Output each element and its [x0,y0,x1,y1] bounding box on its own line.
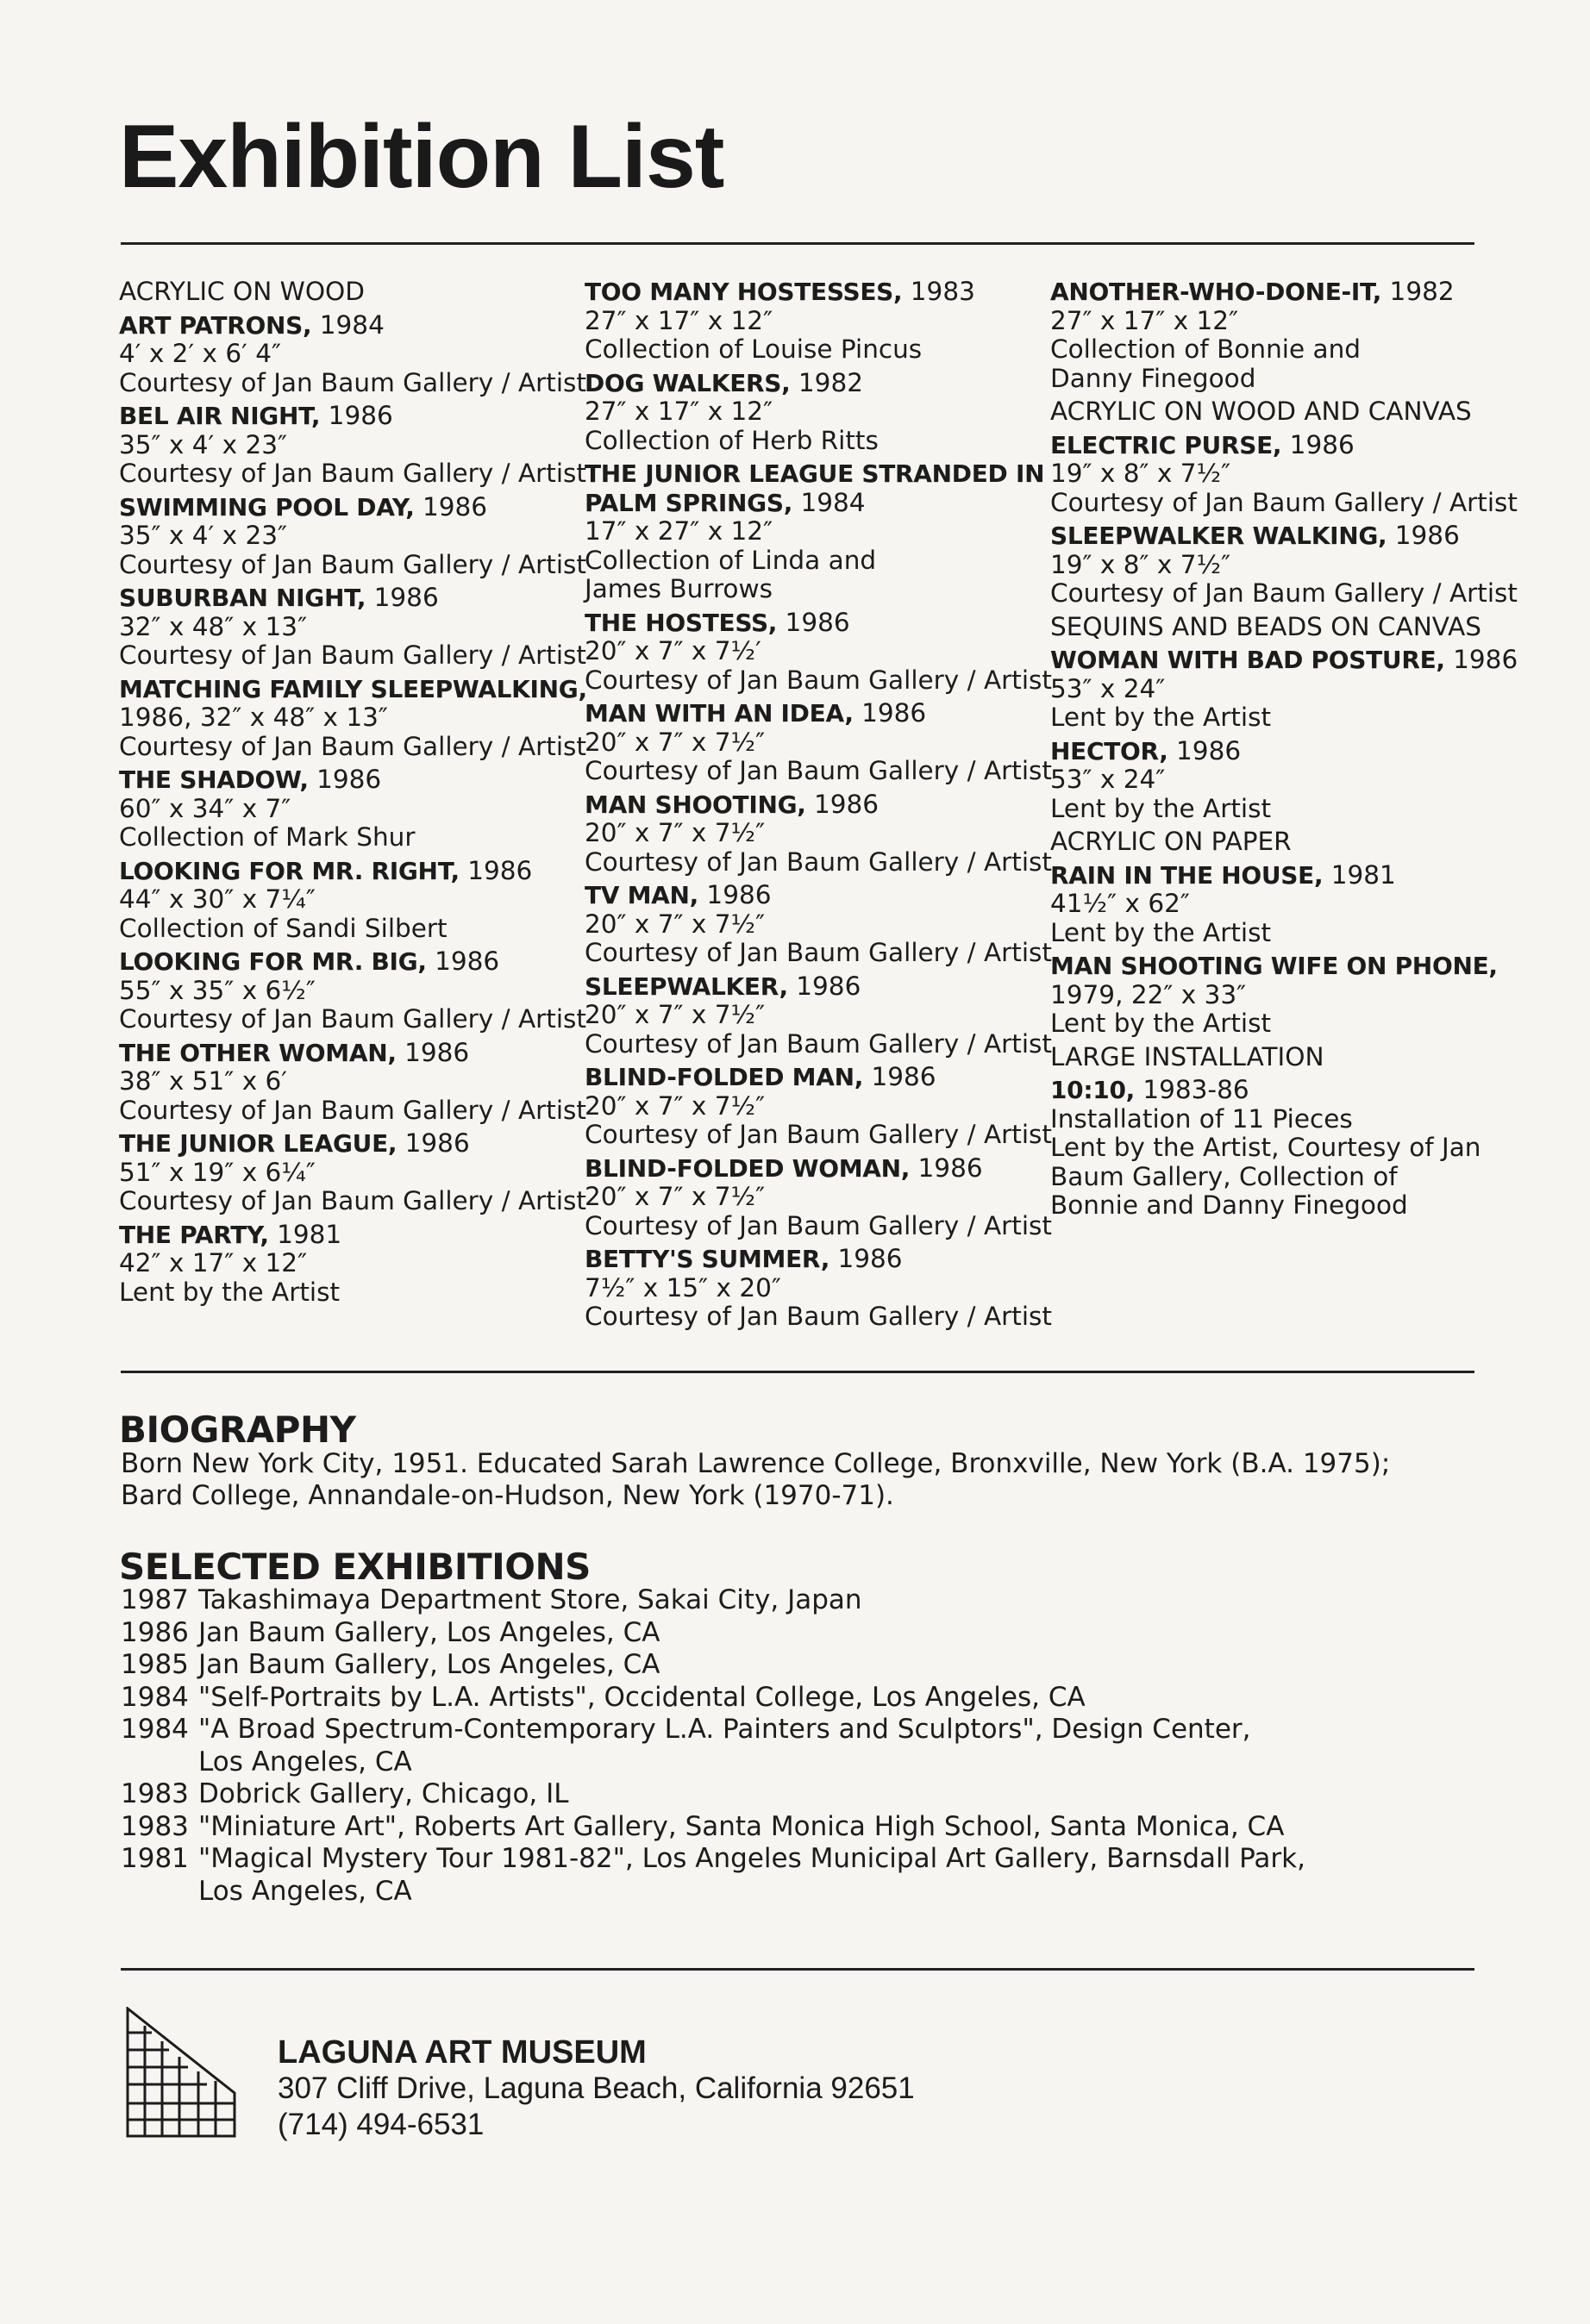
exhibition-line: Jan Baum Gallery, Los Angeles, CA [198,1649,660,1680]
artwork-title: THE PARTY, [119,1220,269,1249]
artwork-detail: 1979, 22″ x 33″ [1050,979,1247,1009]
exhibition-description [198,1778,1500,1811]
artwork-year: 1986 [813,789,880,819]
exhibition-year: 1987 [121,1584,189,1615]
exhibition-description [198,1843,1500,1908]
artwork-entry [119,765,567,853]
artwork-detail: Courtesy of Jan Baum Gallery / Artist [1050,487,1518,517]
artwork-year: 1986 [467,855,533,885]
medium-category [1050,828,1499,857]
artwork-detail: 32″ x 48″ x 13″ [119,611,308,641]
artwork-detail: 55″ x 35″ x 6½″ [119,975,316,1005]
artwork-title: SLEEPWALKER WALKING, [1050,522,1387,550]
artwork-title-line [119,1221,567,1250]
artwork-title-line [585,1154,1033,1184]
exhibition-year: 1981 [121,1843,189,1874]
artwork-title-line [585,459,1045,489]
artwork-entry [119,1221,567,1308]
artwork-year: 1986 [706,880,772,909]
exhibition-column-2 [585,277,1052,1336]
exhibition-line: Los Angeles, CA [198,1875,412,1907]
artwork-title: THE JUNIOR LEAGUE, [119,1129,398,1158]
artwork-year: 1983-86 [1142,1075,1249,1104]
artwork-year: 1981 [1330,859,1396,890]
exhibition-line: "Self-Portraits by L.A. Artists", Occidental College, Los Angeles, CA [198,1681,1086,1713]
artwork-title: MAN SHOOTING WIFE ON PHONE, [1050,952,1498,980]
artwork-detail: 20″ x 7″ x 7½′ [585,636,761,665]
artwork-entry [119,857,567,944]
artwork-detail: Courtesy of Jan Baum Gallery / Artist [585,847,1052,877]
artwork-title: SLEEPWALKER, [585,971,788,1001]
artwork-detail: Courtesy of Jan Baum Gallery / Artist [1050,578,1518,608]
museum-address: 307 Cliff Drive, Laguna Beach, California 92651 [278,2071,915,2105]
biography-line: Bard College, Annandale-on-Hudson, New York (1970-71). [121,1480,894,1511]
artwork-detail: 53″ x 24″ [1050,673,1166,703]
artwork-title: DOG WALKERS, [585,368,791,397]
artwork-detail: 20″ x 7″ x 7½″ [585,909,766,939]
artwork-detail: Courtesy of Jan Baum Gallery / Artist [119,731,586,761]
artwork-detail: Bonnie and Danny Finegood [1050,1190,1408,1220]
artwork-title-line [585,609,1033,638]
exhibition-description [198,1714,1500,1778]
artwork-detail: Courtesy of Jan Baum Gallery / Artist [585,1120,1052,1149]
artwork-title-line [585,972,1033,1002]
artwork-detail: Installation of 11 Pieces [1050,1103,1353,1134]
exhibition-line: "A Broad Spectrum-Contemporary L.A. Painters and Sculptors", Design Center, [198,1714,1251,1745]
artwork-title: SWIMMING POOL DAY, [119,492,415,522]
artwork-entry [585,971,1052,1059]
artwork-entry [585,369,1033,456]
exhibition-line: Jan Baum Gallery, Los Angeles, CA [198,1616,660,1648]
artwork-year: 1986 [837,1244,903,1273]
artwork-year: 1986 [785,607,850,637]
exhibition-description [198,1617,1500,1650]
artwork-year: 1986 [316,765,382,794]
artwork-entry [585,698,1052,786]
artwork-year: 1983 [910,277,975,306]
artwork-detail: 20″ x 7″ x 7½″ [585,1000,766,1029]
artwork-entry [119,1128,586,1216]
exhibition-year: 1984 [121,1714,189,1745]
exhibition-description [198,1811,1500,1844]
artwork-year: 1982 [1389,277,1455,306]
artwork-year: 1986 [861,698,927,728]
artwork-detail: Collection of Bonnie and [1050,334,1362,364]
artwork-title-line [1050,278,1499,307]
artwork-detail: Collection of Linda and [585,545,877,575]
exhibition-column-1 [119,277,587,1311]
museum-name: LAGUNA ART MUSEUM [278,2034,647,2071]
medium-category-label: ACRYLIC ON WOOD AND CANVAS [1050,397,1472,426]
artwork-entry [1050,1076,1499,1221]
artwork-title: HECTOR, [1050,736,1168,765]
artwork-entry [585,1244,1052,1332]
artwork-detail: 35″ x 4′ x 23″ [119,521,288,550]
page-title: Exhibition List [119,107,724,207]
artwork-title-line [119,1039,567,1068]
artwork-title-line [119,1129,567,1159]
exhibition-item [121,1843,1500,1908]
artwork-title-line [119,402,567,431]
artwork-title: TOO MANY HOSTESSES, [585,278,903,306]
artwork-detail: 4′ x 2′ x 6′ 4″ [119,339,281,368]
artwork-title-continued: PALM SPRINGS, [585,488,793,517]
artwork-entry [1050,429,1518,518]
divider-middle [121,1371,1474,1373]
artwork-title: THE SHADOW, [119,765,309,794]
artwork-entry [119,491,586,580]
artwork-year: 1981 [277,1219,342,1249]
biography-heading: BIOGRAPHY [119,1409,356,1451]
artwork-title-line [1050,952,1499,981]
medium-category-label: SEQUINS AND BEADS ON CANVAS [1050,611,1481,641]
artwork-detail: Courtesy of Jan Baum Gallery / Artist [119,549,586,579]
artwork-title-line [585,1245,1033,1274]
artwork-detail: 20″ x 7″ x 7½″ [585,1090,766,1121]
artwork-title: THE OTHER WOMAN, [119,1038,397,1067]
artwork-entry [119,401,586,489]
medium-category-label: LARGE INSTALLATION [1050,1041,1324,1071]
exhibition-column-3 [1050,277,1518,1225]
artwork-title: SUBURBAN NIGHT, [119,584,366,612]
exhibition-description [198,1682,1500,1715]
artwork-detail: Baum Gallery, Collection of [1050,1161,1398,1191]
artwork-title-line [1050,645,1518,675]
artwork-title-line [119,857,567,886]
artwork-title: ANOTHER-WHO-DONE-IT, [1050,278,1382,306]
artwork-entry [585,459,1045,604]
artwork-entry [1050,521,1518,609]
artwork-title-line [119,493,567,522]
artwork-detail: Courtesy of Jan Baum Gallery / Artist [119,1004,586,1034]
exhibition-line: "Magical Mystery Tour 1981-82", Los Angeles Municipal Art Gallery, Barnsdall Park, [198,1843,1305,1874]
artwork-detail: Lent by the Artist [1050,793,1272,823]
artwork-title-line [119,947,567,977]
artwork-title: ELECTRIC PURSE, [1050,430,1282,459]
artwork-year: 1986 [404,1037,470,1067]
artwork-title-line [119,765,567,795]
medium-category [119,278,567,307]
artwork-detail: 27″ x 17″ x 12″ [585,397,773,426]
artwork-detail: 41½″ x 62″ [1050,889,1190,918]
artwork-detail: Lent by the Artist, Courtesy of Jan [1050,1133,1481,1162]
artwork-title-line [119,674,587,704]
artwork-title-line [119,584,567,613]
artwork-title-line [1050,861,1499,890]
artwork-title: LOOKING FOR MR. RIGHT, [119,856,460,885]
exhibition-line: Dobrick Gallery, Chicago, IL [198,1778,569,1809]
artwork-entry [585,789,1052,878]
artwork-detail: Courtesy of Jan Baum Gallery / Artist [585,1028,1052,1059]
artwork-detail: 20″ x 7″ x 7½″ [585,818,766,847]
artwork-year: 1986 [373,583,439,612]
artwork-detail: 53″ x 24″ [1050,765,1166,794]
artwork-title: RAIN IN THE HOUSE, [1050,860,1324,890]
artwork-year: 1984 [800,487,866,517]
artwork-title: TV MAN, [585,881,699,909]
artwork-title: ART PATRONS, [119,310,312,340]
exhibition-line: "Miniature Art", Roberts Art Gallery, Santa Monica High School, Santa Monica, CA [198,1810,1285,1842]
artwork-title: MATCHING FAMILY SLEEPWALKING, [119,674,587,703]
divider-top [121,242,1474,245]
exhibition-item [121,1617,1500,1650]
artwork-title-line [119,311,567,340]
artwork-title-line [1050,431,1499,460]
exhibition-year: 1983 [121,1778,189,1809]
artwork-title: 10:10, [1050,1076,1135,1104]
artwork-detail: Courtesy of Jan Baum Gallery / Artist [585,756,1052,785]
artwork-year: 1986 [917,1153,983,1183]
artwork-year: 1986 [423,491,488,522]
exhibition-item [121,1682,1500,1715]
artwork-entry [585,278,1033,365]
artwork-entry [1050,737,1499,824]
artwork-title: THE JUNIOR LEAGUE STRANDED IN [585,459,1045,488]
exhibition-item [121,1649,1500,1682]
medium-category [1050,613,1499,642]
medium-category-label: ACRYLIC ON PAPER [1050,827,1292,856]
artwork-detail: Lent by the Artist [119,1277,341,1307]
artwork-title: MAN SHOOTING, [585,790,806,819]
artwork-detail: Lent by the Artist [1050,917,1272,947]
artwork-title-line [585,489,1033,518]
artwork-detail: James Burrows [585,574,773,603]
artwork-detail: 38″ x 51″ x 6′ [119,1066,288,1096]
medium-category [1050,1043,1499,1072]
artwork-detail: Courtesy of Jan Baum Gallery / Artist [585,1302,1052,1331]
artwork-entry [1050,952,1499,1039]
artwork-title-line [585,881,1033,910]
artwork-detail: 20″ x 7″ x 7½″ [585,727,766,757]
exhibition-item [121,1811,1500,1844]
artwork-detail: Courtesy of Jan Baum Gallery / Artist [585,938,1052,967]
artwork-entry [119,674,587,762]
artwork-year: 1986 [871,1062,936,1091]
artwork-year: 1986 [404,1128,470,1158]
exhibition-year: 1984 [121,1681,189,1713]
exhibition-item [121,1714,1500,1778]
exhibition-year: 1983 [121,1810,189,1842]
artwork-title: BLIND-FOLDED MAN, [585,1063,864,1091]
artwork-year: 1986 [1394,521,1460,550]
artwork-entry [1050,278,1499,393]
artwork-detail: Courtesy of Jan Baum Gallery / Artist [585,1210,1052,1240]
exhibition-line: Los Angeles, CA [198,1746,412,1777]
artwork-year: 1986 [1289,429,1355,459]
artwork-detail: Collection of Sandi Silbert [119,913,448,943]
artwork-entry [119,1037,586,1126]
artwork-detail: 51″ x 19″ x 6¼″ [119,1157,316,1187]
artwork-entry [585,607,1052,696]
artwork-detail: Collection of Herb Ritts [585,425,879,455]
artwork-detail: 7½″ x 15″ x 20″ [585,1272,781,1303]
artwork-title-line [585,1063,1033,1092]
artwork-title-line [1050,737,1499,766]
exhibitions-list [121,1584,1500,1908]
artwork-title: BEL AIR NIGHT, [119,402,321,430]
museum-info [278,2034,915,2143]
artwork-title: BLIND-FOLDED WOMAN, [585,1153,911,1183]
artwork-entry [119,946,586,1034]
exhibition-line: Takashimaya Department Store, Sakai City, Japan [198,1584,862,1615]
medium-category [1050,397,1499,427]
artwork-detail: 42″ x 17″ x 12″ [119,1248,308,1278]
exhibition-year: 1986 [121,1616,189,1648]
artwork-detail: Lent by the Artist [1050,703,1272,732]
artwork-detail: 35″ x 4′ x 23″ [119,429,288,459]
artwork-entry [119,309,586,398]
artwork-detail: 27″ x 17″ x 12″ [585,305,773,335]
museum-phone: (714) 494-6531 [278,2108,485,2141]
artwork-title: BETTY'S SUMMER, [585,1245,830,1273]
artwork-year: 1984 [319,309,385,340]
artwork-title-line [585,369,1033,398]
artwork-title-line [1050,522,1499,551]
artwork-year: 1982 [798,367,863,397]
artwork-detail: 1986, 32″ x 48″ x 13″ [119,703,388,732]
artwork-title: WOMAN WITH BAD POSTURE, [1050,646,1445,674]
artwork-detail: Collection of Louise Pincus [585,334,923,364]
artwork-entry [1050,645,1518,733]
artwork-detail: Danny Finegood [1050,363,1256,393]
artwork-year: 1986 [435,946,500,976]
exhibition-item [121,1584,1500,1617]
artwork-detail: Courtesy of Jan Baum Gallery / Artist [119,367,586,397]
artwork-detail: Courtesy of Jan Baum Gallery / Artist [119,1095,586,1125]
exhibition-year: 1985 [121,1649,189,1680]
artwork-title: MAN WITH AN IDEA, [585,699,854,728]
artwork-detail: 17″ x 27″ x 12″ [585,516,773,546]
artwork-detail: Lent by the Artist [1050,1009,1272,1038]
divider-bottom [121,1968,1474,1971]
artwork-detail: 19″ x 8″ x 7½″ [1050,459,1231,488]
exhibition-description [198,1584,1500,1617]
artwork-detail: Courtesy of Jan Baum Gallery / Artist [585,665,1052,695]
artwork-detail: 19″ x 8″ x 7½″ [1050,549,1231,579]
museum-logo-icon [126,2007,236,2138]
artwork-year: 1986 [796,971,861,1001]
artwork-detail: 27″ x 17″ x 12″ [1050,305,1239,335]
exhibition-item [121,1778,1500,1811]
artwork-detail: Courtesy of Jan Baum Gallery / Artist [119,459,586,488]
artwork-title-line [585,278,1033,307]
artwork-year: 1986 [328,401,393,430]
medium-category-label: ACRYLIC ON WOOD [119,277,365,306]
artwork-title-line [1050,1076,1499,1105]
artwork-entry [585,1062,1052,1150]
artwork-entry [119,583,586,671]
artwork-title-line [585,790,1033,820]
artwork-detail: Courtesy of Jan Baum Gallery / Artist [119,640,586,670]
biography-text [121,1448,1500,1512]
artwork-detail: Collection of Mark Shur [119,822,416,852]
artwork-year: 1986 [1176,735,1242,765]
artwork-entry [585,880,1052,968]
artwork-detail: 44″ x 30″ x 7¼″ [119,884,316,914]
artwork-detail: Courtesy of Jan Baum Gallery / Artist [119,1186,586,1215]
artwork-entry [1050,861,1499,948]
artwork-detail: 20″ x 7″ x 7½″ [585,1182,766,1211]
exhibitions-heading: SELECTED EXHIBITIONS [119,1546,591,1588]
artwork-title: LOOKING FOR MR. BIG, [119,947,427,976]
artwork-title-line [585,699,1033,728]
artwork-title: THE HOSTESS, [585,608,778,637]
artwork-entry [585,1153,1052,1241]
artwork-year: 1986 [1453,645,1518,674]
exhibition-description [198,1649,1500,1682]
biography-line: Born New York City, 1951. Educated Sarah Lawrence College, Bronxville, New York (B.A. 1975); [121,1448,1391,1479]
artwork-detail: 60″ x 34″ x 7″ [119,793,291,823]
